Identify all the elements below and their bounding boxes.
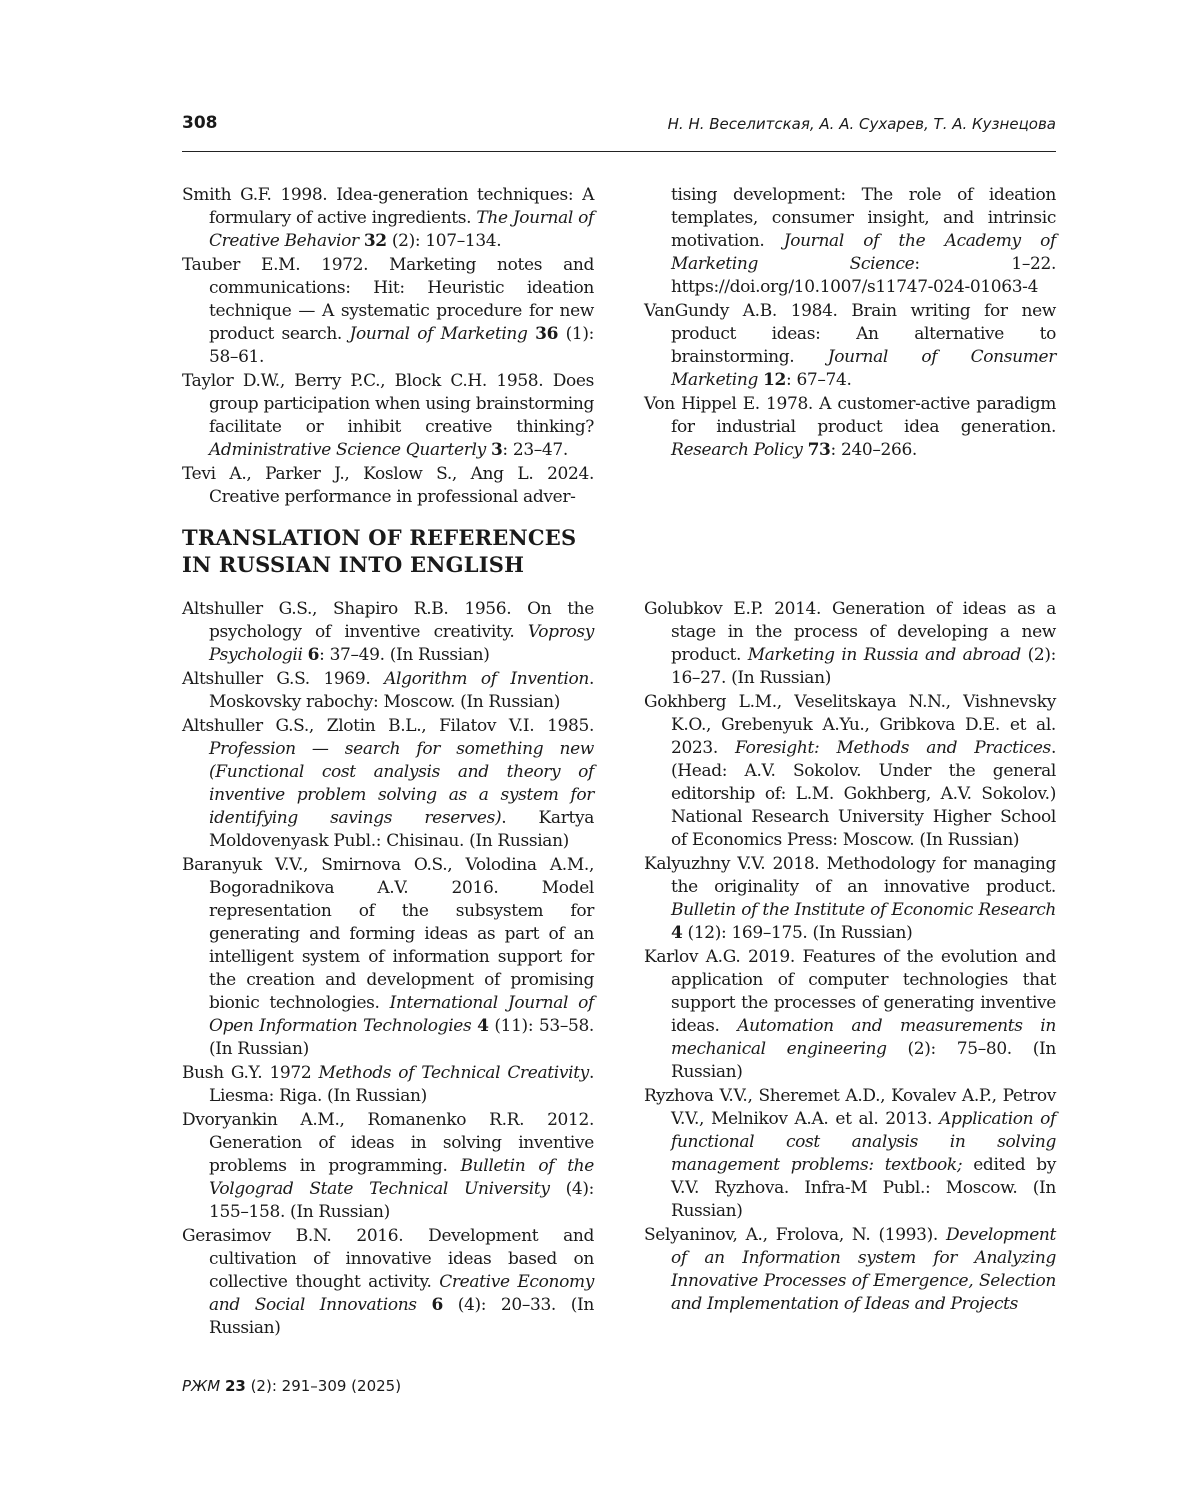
- journal-volume: 23: [224, 1377, 246, 1395]
- reference-item: Ryzhova V.V., Sheremet A.D., Kovalev A.P., Petrov V.V., Melnikov A.A. et al. 2013. Application of functional cost analysis in solving management problems: textbook; edited by V.V. Ryzhova. Infra-M Publ.: Moscow. (In Russian): [644, 1086, 1056, 1221]
- journal-name: РЖМ: [182, 1377, 221, 1395]
- reference-item: Altshuller G.S., Zlotin B.L., Filatov V.I. 1985. Profession — search for something new (Functional cost analysis and theory of inventive problem solving as a system for identifying savings reserves). Kartya Moldovenyask Publ.: Chisinau. (In Russian): [182, 716, 594, 851]
- reference-item: Kalyuzhny V.V. 2018. Methodology for managing the originality of an innovative product. Bulletin of the Institute of Economic Research 4 (12): 169–175. (In Russian): [644, 854, 1056, 943]
- reference-item: Taylor D.W., Berry P.C., Block C.H. 1958. Does group participation when using brainstorming facilitate or inhibit creative thinking? Administrative Science Quarterly 3: 23–47.: [182, 371, 594, 460]
- reference-item: Gerasimov B.N. 2016. Development and cultivation of innovative ideas based on collective thought activity. Creative Economy and Social Innovations 6 (4): 20–33. (In Russian): [182, 1226, 594, 1338]
- reference-item: Golubkov E.P. 2014. Generation of ideas as a stage in the process of developing a new product. Marketing in Russia and abroad (2): 16–27. (In Russian): [644, 599, 1056, 688]
- references-top-left: [182, 184, 594, 510]
- references-bottom-right: [644, 598, 1056, 1317]
- page-number: 308: [182, 113, 218, 133]
- reference-item: Altshuller G.S. 1969. Algorithm of Invention. Moskovsky rabochy: Moscow. (In Russian): [182, 669, 594, 712]
- references-bottom-left: [182, 598, 594, 1341]
- reference-item: Selyaninov, A., Frolova, N. (1993). Development of an Information system for Analyzing Innovative Processes of Emergence, Selection and Implementation of Ideas and Projects: [644, 1225, 1056, 1314]
- references-top-right: [644, 184, 1056, 463]
- reference-item: Gokhberg L.M., Veselitskaya N.N., Vishnevsky K.O., Grebenyuk A.Yu., Gribkova D.E. et al. 2023. Foresight: Methods and Practices. (Head: A.V. Sokolov. Under the general editorship of: L.M. Gokhberg, A.V. Sokolov.) National Research University Higher School of Economics Press: Moscow. (In Russian): [644, 692, 1056, 850]
- reference-item: VanGundy A.B. 1984. Brain writing for new product ideas: An alternative to brainstorming. Journal of Consumer Marketing 12: 67–74.: [644, 301, 1056, 390]
- reference-item: Baranyuk V.V., Smirnova O.S., Volodina A.M., Bogoradnikova A.V. 2016. Model representation of the subsystem for generating and forming ideas as part of an intelligent system of information support for the creation and development of promising bionic technologies. International Journal of Open Information Technologies 4 (11): 53–58. (In Russian): [182, 855, 594, 1059]
- journal-issue: (2): 291–309 (2025): [245, 1377, 402, 1395]
- reference-item-continued: tising development: The role of ideation templates, consumer insight, and intrinsic motivation. Journal of the Academy of Marketing Science: 1–22. https://doi.org/10.1007/s11747-024-01063-4: [671, 185, 1056, 297]
- section-title: [182, 524, 642, 578]
- reference-item: Altshuller G.S., Shapiro R.B. 1956. On the psychology of inventive creativity. Voprosy Psychologii 6: 37–49. (In Russian): [182, 599, 594, 665]
- section-title-line: TRANSLATION OF REFERENCES: [182, 525, 577, 550]
- reference-item: Bush G.Y. 1972 Methods of Technical Creativity. Liesma: Riga. (In Russian): [182, 1063, 594, 1106]
- reference-item: Dvoryankin A.M., Romanenko R.R. 2012. Generation of ideas in solving inventive problems in programming. Bulletin of the Volgograd State Technical University (4): 155–158. (In Russian): [182, 1110, 594, 1222]
- header-divider: [182, 151, 1056, 152]
- section-title-line: IN RUSSIAN INTO ENGLISH: [182, 552, 525, 577]
- reference-item: Von Hippel E. 1978. A customer-active paradigm for industrial product idea generation. Research Policy 73: 240–266.: [644, 394, 1056, 460]
- journal-footer: [182, 1377, 401, 1395]
- reference-item: Tauber E.M. 1972. Marketing notes and communications: Hit: Heuristic ideation technique — A systematic procedure for new product search. Journal of Marketing 36 (1): 58–61.: [182, 255, 594, 367]
- reference-item: Smith G.F. 1998. Idea-generation techniques: A formulary of active ingredients. The Journal of Creative Behavior 32 (2): 107–134.: [182, 185, 594, 251]
- running-head-authors: Н. Н. Веселитская, А. А. Сухарев, Т. А. Кузнецова: [667, 115, 1056, 133]
- reference-item: Karlov A.G. 2019. Features of the evolution and application of computer technologies that support the processes of generating inventive ideas. Automation and measurements in mechanical engineering (2): 75–80. (In Russian): [644, 947, 1057, 1082]
- reference-item: Tevi A., Parker J., Koslow S., Ang L. 2024. Creative performance in professional adver-: [182, 464, 594, 507]
